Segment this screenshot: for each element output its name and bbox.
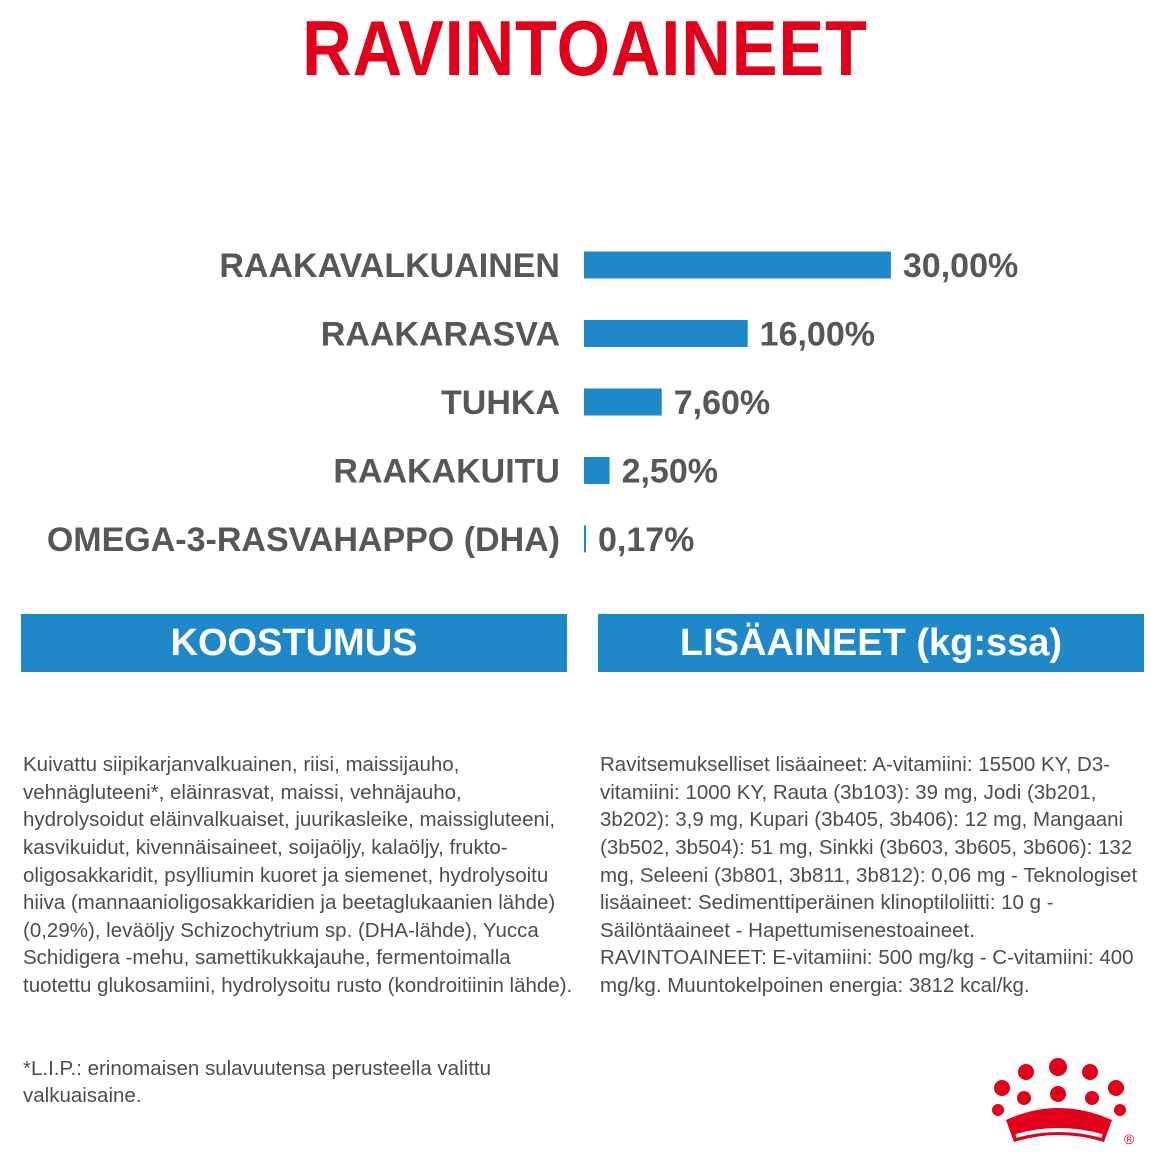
koostumus-footnote: *L.I.P.: erinomaisen sulavuutensa perusteella valittu valkuaisaine. — [23, 1056, 497, 1108]
page-title: RAVINTOAINEET — [302, 4, 868, 92]
koostumus-header: KOOSTUMUS — [21, 614, 567, 672]
category-label: RAAKAVALKUAINEN — [219, 247, 560, 285]
value-label: 30,00% — [902, 247, 1019, 285]
nutrient-bar-chart — [0, 220, 1170, 580]
bar — [584, 389, 662, 416]
value-label: 2,50% — [621, 452, 718, 491]
value-label: 0,17% — [598, 521, 695, 559]
category-label: RAAKAKUITU — [333, 452, 560, 491]
registered-mark: ® — [1124, 1131, 1135, 1147]
bar — [584, 526, 586, 553]
koostumus-text — [23, 696, 573, 1138]
lisaaineet-text — [600, 696, 1145, 1027]
value-label: 7,60% — [673, 384, 771, 422]
category-label: TUHKA — [441, 384, 560, 422]
lisaaineet-header: LISÄAINEET (kg:ssa) — [598, 614, 1144, 672]
category-label: OMEGA-3-RASVAHAPPO (DHA) — [46, 521, 560, 559]
bar — [584, 320, 748, 347]
bar — [584, 457, 610, 484]
category-label: RAAKARASVA — [320, 315, 560, 354]
value-label: 16,00% — [759, 315, 876, 354]
lisaaineet-body: Ravitsemukselliset lisäaineet: A-vitamiini: 15500 KY, D3-vitamiini: 1000 KY, Rauta (3b103): 39 mg, Jodi (3b201, 3b202): 3,9 mg, Kupari (3b405, 3b406): 12 mg, Mangaani (3b502, 3b504): 51 mg, Sinkki (3b603, 3b605, 3b606): 132 mg, Seleeni (3b801, 3b811, 3b812): 0,06 mg - Teknologiset lisäaineet: Sedimenttiperäinen klinoptiloliitti: 10 g - Säilöntäaineet - Hapettumisenestoaineet. RAVINTOAINEET: E-vitamiini: 500 mg/kg - C-vitamiini: 400 mg/kg. Muuntokelpoinen energia: 3812 kcal/kg. — [600, 753, 1143, 997]
bar — [584, 252, 891, 279]
koostumus-body: Kuivattu siipikarjanvalkuainen, riisi, maissijauho, vehnägluteeni*, eläinrasvat, maissi, vehnäjauho, hydrolysoidut eläinvalkuaiset, juurikasleike, maissigluteeni, kasvikuidut, kivennäisaineet, soijaöljy, kalaöljy, frukto-oligosakkaridit, psylliumin kuoret ja siemenet, hydrolysoitu hiiva (mannaanioligosakkaridien ja beetaglukaanien lähde) (0,29%), leväöljy Schizochytrium sp. (DHA-lähde), Yucca Schidigera -mehu, samettikukkajauhe, fermentoimalla tuotettu glukosamiini, hydrolysoitu rusto (kondroitiinin lähde). — [23, 753, 573, 997]
crown-icon — [978, 1058, 1146, 1150]
